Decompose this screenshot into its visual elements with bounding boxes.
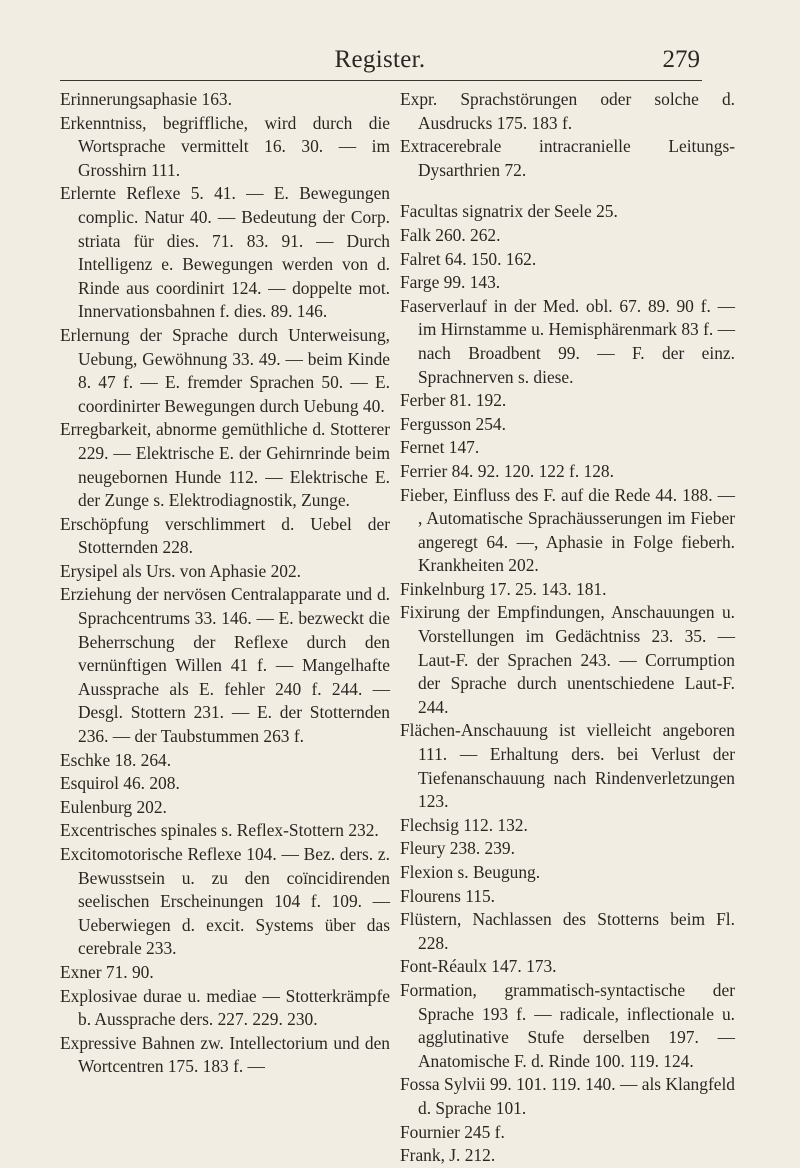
index-entry: Flexion s. Beugung.	[400, 862, 541, 882]
index-entry: Eulenburg 202.	[60, 796, 167, 817]
index-entry: Facultas signatrix der Seele 25.	[400, 201, 618, 222]
index-entry: Erziehung der nervösen Centralapparate und d. Sprachcentrums 33. 146. — E. bezweckt die Beherrschung der Reflexe durch den vernünftigen Willen 41 f. — Mangelhafte Aussprache als E. fehler 240 f. 244. — Desgl. Stottern 231. — E. der Stotternden 236. — der Taubstummen 263 f.	[60, 584, 390, 747]
index-entry: Erysipel als Urs. von Aphasie 202.	[60, 560, 302, 581]
letter-section-gap	[400, 182, 735, 200]
index-entry: Fergusson 254.	[400, 413, 506, 434]
index-entry: Fournier 245 f.	[400, 1121, 505, 1142]
index-entry: Erlernte Reflexe 5. 41. — E. Bewegungen complic. Natur 40. — Bedeutung der Corp. striata für dies. 71. 83. 91. — Durch Intelligenz e. Bewegungen werden von d. Rinde aus coordinirt 124. — doppelte mot. Innervationsbahnen f. dies. 89. 146.	[60, 183, 390, 322]
index-entry: Fernet 147.	[400, 437, 480, 458]
index-entry: Erlernung der Sprache durch Unterweisung, Uebung, Gewöhnung 33. 49. — beim Kinde 8. 47 f. — E. fremder Sprachen 50. — E. coordinirter Bewegungen durch Uebung 40.	[60, 324, 390, 416]
index-entry: Erkenntniss, begriffliche, wird durch die Wortsprache vermittelt 16. 30. — im Grosshirn 111.	[60, 112, 390, 180]
running-title: Register.	[334, 46, 426, 73]
index-entry: Fleury 238. 239.	[400, 838, 515, 859]
index-entry: Finkelnburg 17. 25. 143. 181.	[400, 578, 607, 599]
index-entry: Font-Réaulx 147. 173.	[400, 956, 557, 977]
page-header	[60, 42, 700, 78]
index-entry: Fixirung der Empfindungen, Anschauungen u. Vorstellungen im Gedächtniss 23. 35. — Laut-F. der Sprachen 243. — Corrumption der Sprache durch unentschiedene Laut-F. 244.	[400, 602, 735, 717]
index-entry: Fossa Sylvii 99. 101. 119. 140. — als Klangfeld d. Sprache 101.	[400, 1074, 735, 1118]
index-entry: Erinnerungsaphasie 163.	[60, 89, 232, 109]
header-rule	[60, 80, 702, 81]
index-entry: Ferrier 84. 92. 120. 122 f. 128.	[400, 460, 614, 481]
index-entry: Falret 64. 150. 162.	[400, 248, 537, 269]
index-entry: Farge 99. 143.	[400, 272, 501, 293]
index-column-left	[60, 88, 390, 1079]
index-entry: Eschke 18. 264.	[60, 749, 172, 770]
index-entry: Flächen-Anschauung ist vielleicht angeboren 111. — Erhaltung ders. bei Verlust der Tiefenanschauung nach Rindenverletzungen 123.	[400, 720, 735, 812]
index-entry: Explosivae durae u. mediae — Stotterkrämpfe b. Aussprache ders. 227. 229. 230.	[60, 985, 390, 1030]
index-entry: Exner 71. 90.	[60, 961, 154, 982]
index-entry: Fieber, Einfluss des F. auf die Rede 44. 188. — , Automatische Sprachäusserungen im Fieber angeregt 64. —, Aphasie in Folge fieberh. Krankheiten 202.	[400, 484, 735, 576]
index-entry: Ferber 81. 192.	[400, 390, 507, 411]
index-entry: Falk 260. 262.	[400, 224, 501, 245]
index-entry: Expr. Sprachstörungen oder solche d. Ausdrucks 175. 183 f.	[400, 89, 735, 133]
index-entry: Excentrisches spinales s. Reflex-Stottern 232.	[60, 820, 379, 841]
index-entry: Flechsig 112. 132.	[400, 814, 528, 835]
index-entry: Flüstern, Nachlassen des Stotterns beim Fl. 228.	[400, 909, 735, 953]
index-entry: Expressive Bahnen zw. Intellectorium und den Wortcentren 175. 183 f. —	[60, 1032, 390, 1077]
index-entry: Excitomotorische Reflexe 104. — Bez. ders. z. Bewusstsein u. zu den coïncidirenden seelischen Erscheinungen 104 f. 109. — Ueberwiegen d. excit. Systems über das cerebrale 233.	[60, 844, 390, 959]
page-number: 279	[662, 46, 700, 73]
index-entry: Esquirol 46. 208.	[60, 773, 180, 794]
index-entry: Extracerebrale intracranielle Leitungs-Dysarthrien 72.	[400, 136, 735, 180]
index-entry: Faserverlauf in der Med. obl. 67. 89. 90 f. — im Hirnstamme u. Hemisphärenmark 83 f. — nach Broadbent 99. — F. der einz. Sprachnerven s. diese.	[400, 295, 735, 387]
index-entry: Formation, grammatisch-syntactische der Sprache 193 f. — radicale, inflectionale u. agglutinative Stufe derselben 197. — Anatomische F. d. Rinde 100. 119. 124.	[400, 979, 735, 1071]
index-entry: Erschöpfung verschlimmert d. Uebel der Stotternden 228.	[60, 513, 390, 558]
index-entry: Erregbarkeit, abnorme gemüthliche d. Stotterer 229. — Elektrische E. der Gehirnrinde beim neugebornen Hunde 112. — Elektrische E. der Zunge s. Elektrodiagnostik, Zunge.	[60, 419, 390, 511]
index-entry: Flourens 115.	[400, 885, 496, 906]
index-column-right	[400, 88, 735, 1168]
index-entry: Frank, J. 212.	[400, 1145, 496, 1166]
